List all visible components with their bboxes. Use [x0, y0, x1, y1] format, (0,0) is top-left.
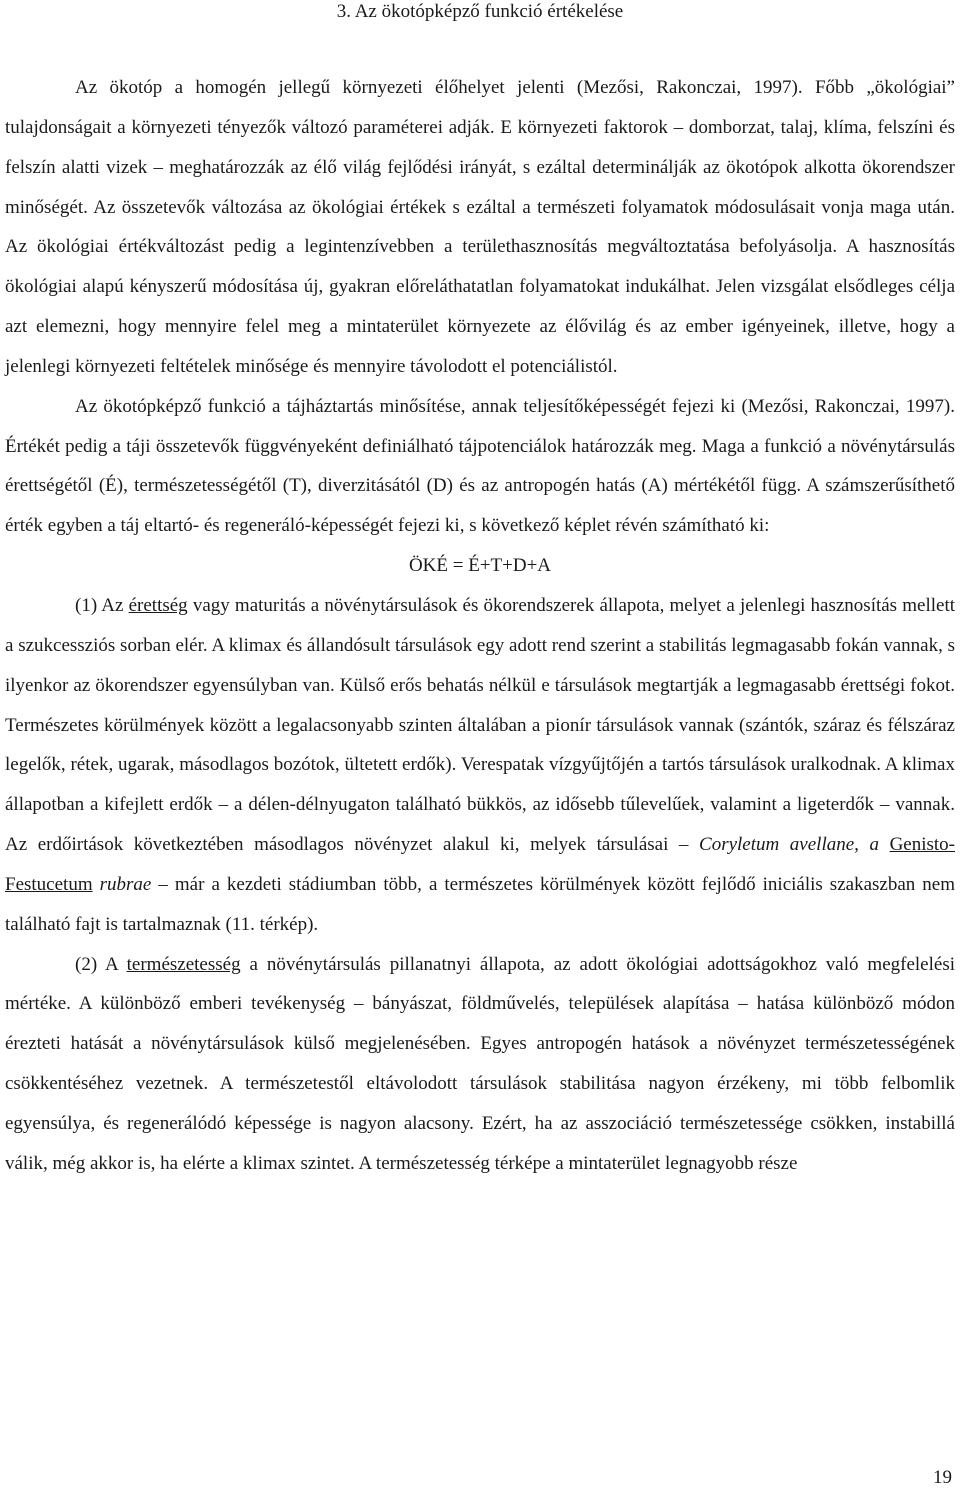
species-rubrae: rubrae — [92, 873, 152, 895]
paragraph-1: Az ökotóp a homogén jellegű környezeti élőhelyet jelenti (Mezősi, Rakonczai, 1997). Főbb „ökológiai” tulajdonságait a környezeti tényezők változó paraméterei adják. E környezeti faktorok – domborzat, talaj, klíma, felszíni és felszín alatti vizek – meghatározzák az élő világ fejlődési irányát, s ezáltal determinálják az ökotópok alkotta ökorendszer minőségét. Az összetevők változása az ökológiai értékek s ezáltal a természeti folyamatok módosulásait vonja maga után. Az ökológiai értékváltozást pedig a legintenzívebben a területhasznosítás megváltoztatása befolyásolja. A hasznosítás ökológiai alapú kényszerű módosítása új, gyakran előreláthatatlan folyamatokat indukálhat. Jelen vizsgálat elsődleges célja azt elemezni, hogy mennyire felel meg a mintaterület környezete az élővilág és az ember igényeinek, illetve, hogy a jelenlegi környezeti feltételek minősége és mennyire távolodott el potenciálistól. — [5, 77, 955, 377]
paragraph-4 — [5, 945, 955, 1184]
body-text — [5, 68, 955, 1184]
formula: ÖKÉ = É+T+D+A — [408, 555, 552, 577]
section-heading: 3. Az ökotópképző funkció értékelése — [336, 1, 624, 22]
p3-lead: (1) Az — [75, 594, 129, 616]
p3-text: vagy maturitás a növénytársulások és ökorendszerek állapota, melyet a jelenlegi hasznosítás mellett a szukcessziós sorban elér. A klimax és állandósult társulások egy adott rend szerint a stabilitás legmagasabb fokán vannak, s ilyenkor az ökorendszer egyensúlyban van. Külső erős behatás nélkül e társulások megtartják a legmagasabb érettségi fokot. Természetes körülmények között a legalacsonyabb szinten általában a pionír társulások vannak (szántók, száraz és félszáraz legelők, rétek, ugarak, másodlagos bozótok, ültetett erdők). Verespatak vízgyűjtőjén a tartós társulások uralkodnak. A klimax állapotban a kifejlett erdők – a délen-délnyugaton található bükkös, az idősebb tűlevelűek, valamint a ligeterdők – vannak. Az erdőirtások következtében másodlagos növényzet alakul ki, melyek társulásai – — [5, 594, 955, 856]
paragraph-3 — [5, 586, 955, 945]
paragraph-2: Az ökotópképző funkció a tájháztartás minősítése, annak teljesítőképességét fejezi ki (Mezősi, Rakonczai, 1997). Értékét pedig a táji összetevők függvényeként definiálható tájpotenciálok határozzák meg. Maga a funkció a növénytársulás érettségétől (É), természetességétől (T), diverzitásától (D) és az antropogén hatás (A) mértékétől függ. A számszerűsíthető érték egyben a táj eltartó- és regeneráló-képességét fejezi ki, s következő képlet révén számítható ki: — [5, 395, 955, 537]
term-erettseg: érettség — [128, 594, 188, 616]
species-coryletum: Coryletum avellane, a — [699, 834, 890, 856]
species-genisto-festucetum: Genisto-Festucetum — [5, 834, 955, 895]
page-number: 19 — [933, 1467, 952, 1488]
p4-lead: (2) A — [75, 953, 127, 975]
p4-text: a növénytársulás pillanatnyi állapota, az adott ökológiai adottságokhoz való megfelelési mértéke. A különböző emberi tevékenység – bányászat, földművelés, települések alapítása – hatása különböző módon érezteti hatását a növénytársulások külső megjelenésében. Egyes antropogén hatások a növényzet természetességének csökkentéséhez vezetnek. A természetestől eltávolodott társulások stabilitása nagyon érzékeny, mi több felbomlik egyensúlya, és regenerálódó képessége is nagyon alacsony. Ezért, ha az asszociáció természetessége csökken, instabillá válik, még akkor is, ha elérte a klimax szintet. A természetesség térképe a mintaterület legnagyobb része — [5, 953, 955, 1174]
term-termeszetesseg: természetesség — [126, 953, 241, 975]
p3-tail: – már a kezdeti stádiumban több, a természetes körülmények között fejlődő iniciális szakaszban nem található fajt is tartalmaznak (11. térkép). — [5, 873, 955, 935]
